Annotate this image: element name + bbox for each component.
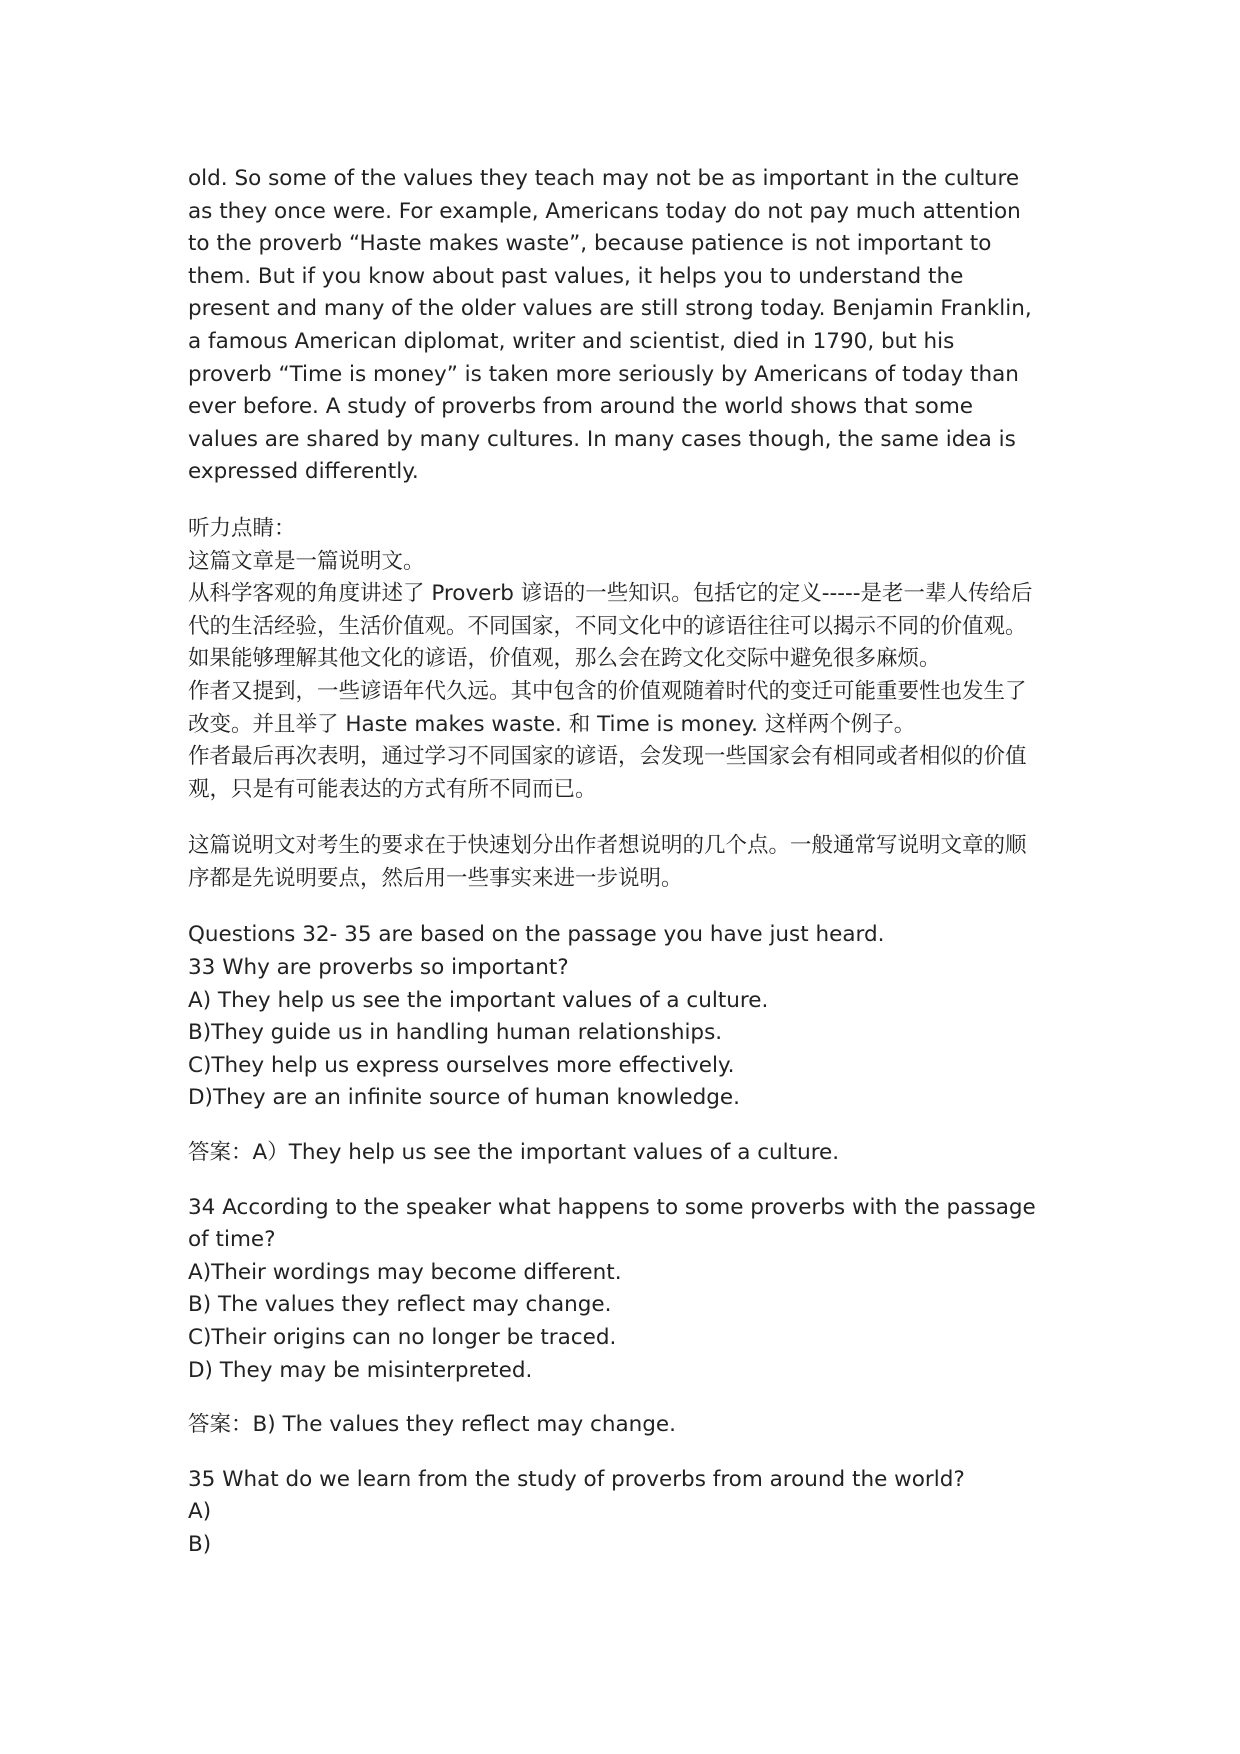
answer-34: 答案：B) The values they reflect may change. — [188, 1412, 676, 1438]
listening-analysis — [188, 513, 1068, 806]
question-text: 35 What do we learn from the study of proverbs from around the world? — [188, 1466, 965, 1492]
tip-line: 这篇说明文对考生的要求在于快速划分出作者想说明的几个点。一般通常写说明文章的顺 — [188, 833, 1027, 859]
question-text: of time? — [188, 1227, 276, 1253]
option-c: C)Their origins can no longer be traced. — [188, 1325, 617, 1350]
option-d: D) They may be misinterpreted. — [188, 1357, 533, 1383]
analysis-line: 从科学客观的角度讲述了 Proverb 谚语的一些知识。包括它的定义-----是老一辈人传给后 — [188, 581, 1033, 607]
passage-line: as they once were. For example, Americans today do not pay much attention — [188, 198, 1021, 224]
question-34 — [188, 1192, 1068, 1388]
question-text: 34 According to the speaker what happens to some proverbs with the passage — [188, 1194, 1036, 1220]
question-33 — [188, 952, 1068, 1115]
option-c: C)They help us express ourselves more effectively. — [188, 1052, 735, 1078]
passage-text — [188, 163, 1068, 489]
option-a: A) — [188, 1499, 212, 1525]
option-a: A)Their wordings may become different. — [188, 1259, 622, 1285]
option-a: A) They help us see the important values of a culture. — [188, 987, 769, 1013]
answer-33: 答案：A）They help us see the important values of a culture. — [188, 1140, 840, 1166]
option-d: D)They are an infinite source of human knowledge. — [188, 1085, 740, 1111]
spacer — [188, 895, 1068, 919]
spacer — [188, 806, 1068, 830]
passage-line: them. But if you know about past values, it helps you to understand the — [188, 263, 964, 289]
passage-line: values are shared by many cultures. In many cases though, the same idea is — [188, 426, 1016, 452]
spacer — [188, 1170, 1068, 1192]
passage-line: present and many of the older values are still strong today. Benjamin Franklin, — [188, 296, 1032, 322]
option-b: B) The values they reflect may change. — [188, 1292, 612, 1318]
analysis-line: 观，只是有可能表达的方式有所不同而已。 — [188, 776, 597, 802]
option-b: B) — [188, 1531, 212, 1557]
question-35 — [188, 1464, 1068, 1562]
analysis-heading: 听力点睛： — [188, 515, 296, 541]
question-text: 33 Why are proverbs so important? — [188, 955, 569, 981]
analysis-line: 改变。并且举了 Haste makes waste. 和 Time is money. 这样两个例子。 — [188, 711, 916, 737]
passage-line: expressed differently. — [188, 459, 419, 485]
passage-line: to the proverb “Haste makes waste”, because patience is not important to — [188, 231, 992, 257]
passage-line: proverb “Time is money” is taken more seriously by Americans of today than — [188, 361, 1019, 387]
spacer — [188, 1442, 1068, 1464]
questions-intro: Questions 32- 35 are based on the passage you have just heard. — [188, 922, 885, 948]
document-body — [188, 163, 1068, 1562]
analysis-line: 这篇文章是一篇说明文。 — [188, 548, 425, 574]
analysis-line: 代的生活经验，生活价值观。不同国家，不同文化中的谚语往往可以揭示不同的价值观。 — [188, 613, 1027, 639]
passage-line: ever before. A study of proverbs from around the world shows that some — [188, 394, 973, 420]
analysis-line: 如果能够理解其他文化的谚语，价值观，那么会在跨文化交际中避免很多麻烦。 — [188, 646, 941, 672]
exam-tip — [188, 830, 1068, 895]
spacer — [188, 1387, 1068, 1409]
tip-line: 序都是先说明要点，然后用一些事实来进一步说明。 — [188, 865, 683, 891]
spacer — [188, 1115, 1068, 1137]
questions-section — [188, 919, 1068, 1561]
spacer — [188, 489, 1068, 513]
option-b: B)They guide us in handling human relationships. — [188, 1020, 723, 1046]
analysis-line: 作者最后再次表明，通过学习不同国家的谚语，会发现一些国家会有相同或者相似的价值 — [188, 744, 1027, 770]
passage-line: old. So some of the values they teach may not be as important in the culture — [188, 166, 1020, 191]
passage-line: a famous American diplomat, writer and scientist, died in 1790, but his — [188, 328, 955, 354]
analysis-line: 作者又提到，一些谚语年代久远。其中包含的价值观随着时代的变迁可能重要性也发生了 — [188, 678, 1027, 704]
